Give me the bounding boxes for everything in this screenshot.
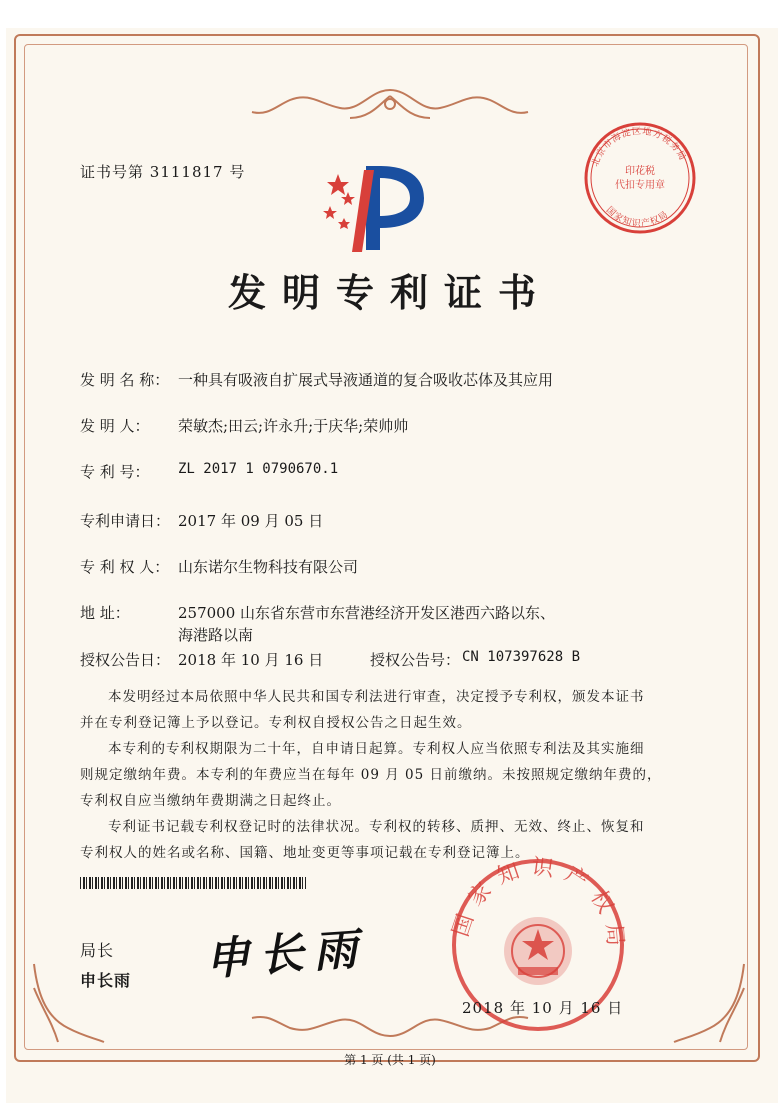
certificate-number-value: 3111817: [149, 163, 224, 181]
grant-date-value: 2018 年 10 月 16 日: [178, 651, 324, 669]
paragraph-3-line-1: 专利证书记载专利权登记时的法律状况。专利权的转移、质押、无效、终止、恢复和: [108, 819, 645, 835]
grant-number-value: CN 107397628 B: [462, 649, 581, 665]
tax-seal-center-line1: 印花税: [625, 166, 655, 177]
patentee-label: 专 利 权 人：: [80, 558, 170, 576]
certificate-title: 发明专利证书: [227, 271, 552, 315]
director-title: 局长: [80, 941, 115, 960]
inventor-value: 荣敏杰;田云;许永升;于庆华;荣帅帅: [178, 417, 409, 435]
address-line2: 海港路以南: [178, 626, 254, 644]
paragraph-2: [80, 736, 680, 814]
tax-seal-bottom-text: 国家知识产权局: [603, 205, 671, 230]
invention-name-label: 发 明 名 称：: [80, 371, 170, 389]
paragraph-1-line-1: 本发明经过本局依照中华人民共和国专利法进行审查，决定授予专利权，颁发本证书: [108, 689, 645, 705]
patent-office-logo: [318, 160, 428, 256]
grant-date-label: 授权公告日：: [80, 651, 171, 669]
corner-ornament-br: [670, 958, 750, 1048]
paragraph-1: [80, 684, 680, 736]
page-footer: 第 1 页 (共 1 页): [344, 1053, 436, 1067]
patent-number-value: ZL 2017 1 0790670.1: [178, 461, 339, 477]
invention-name-value: 一种具有吸液自扩展式导液通道的复合吸收芯体及其应用: [178, 371, 554, 389]
certificate-number-label: 证书号第: [80, 163, 145, 181]
director-name: 申长雨: [80, 971, 132, 990]
certificate-number: [80, 161, 245, 182]
address-line1: 257000 山东省东营市东营港经济开发区港西六路以东、: [178, 604, 556, 622]
stamp-duty-seal: [582, 120, 698, 236]
paragraph-2-line-2: 则规定缴纳年费。本专利的年费应当在每年 09 月 05 日前缴纳。未按照规定缴纳年费的，: [80, 767, 662, 783]
filing-date-label: 专利申请日：: [80, 512, 171, 530]
barcode: [80, 877, 306, 889]
paragraph-2-line-3: 专利权自应当缴纳年费期满之日起终止。: [80, 793, 341, 809]
seal-date: 2018 年 10 月 16 日: [462, 999, 624, 1017]
svg-text:北京市海淀区地方税务局: [589, 125, 688, 168]
patent-number-label: 专 利 号：: [80, 463, 150, 481]
paragraph-1-line-2: 并在专利登记簿上予以登记。专利权自授权公告之日起生效。: [80, 715, 472, 731]
director-signature: 申长雨: [203, 923, 369, 986]
tax-seal-ring-text: 北京市海淀区地方税务局: [590, 126, 688, 169]
address-label: 地 址：: [80, 604, 130, 622]
top-ornament: [240, 82, 540, 126]
inventor-label: 发 明 人：: [80, 417, 150, 435]
paragraph-2-line-1: 本专利的专利权期限为二十年，自申请日起算。专利权人应当依照专利法及其实施细: [108, 741, 645, 757]
cnipa-seal-ring-text: 国家知识产权局: [448, 855, 628, 957]
tax-seal-center-line2: 代扣专用章: [615, 180, 665, 191]
paragraph-3-line-2: 专利权人的姓名或名称、国籍、地址变更等事项记载在专利登记簿上。: [80, 845, 530, 861]
certificate-number-suffix: 号: [229, 163, 246, 181]
patentee-value: 山东诺尔生物科技有限公司: [178, 558, 359, 576]
grant-number-label: 授权公告号：: [370, 651, 461, 669]
filing-date-value: 2017 年 09 月 05 日: [178, 512, 324, 530]
